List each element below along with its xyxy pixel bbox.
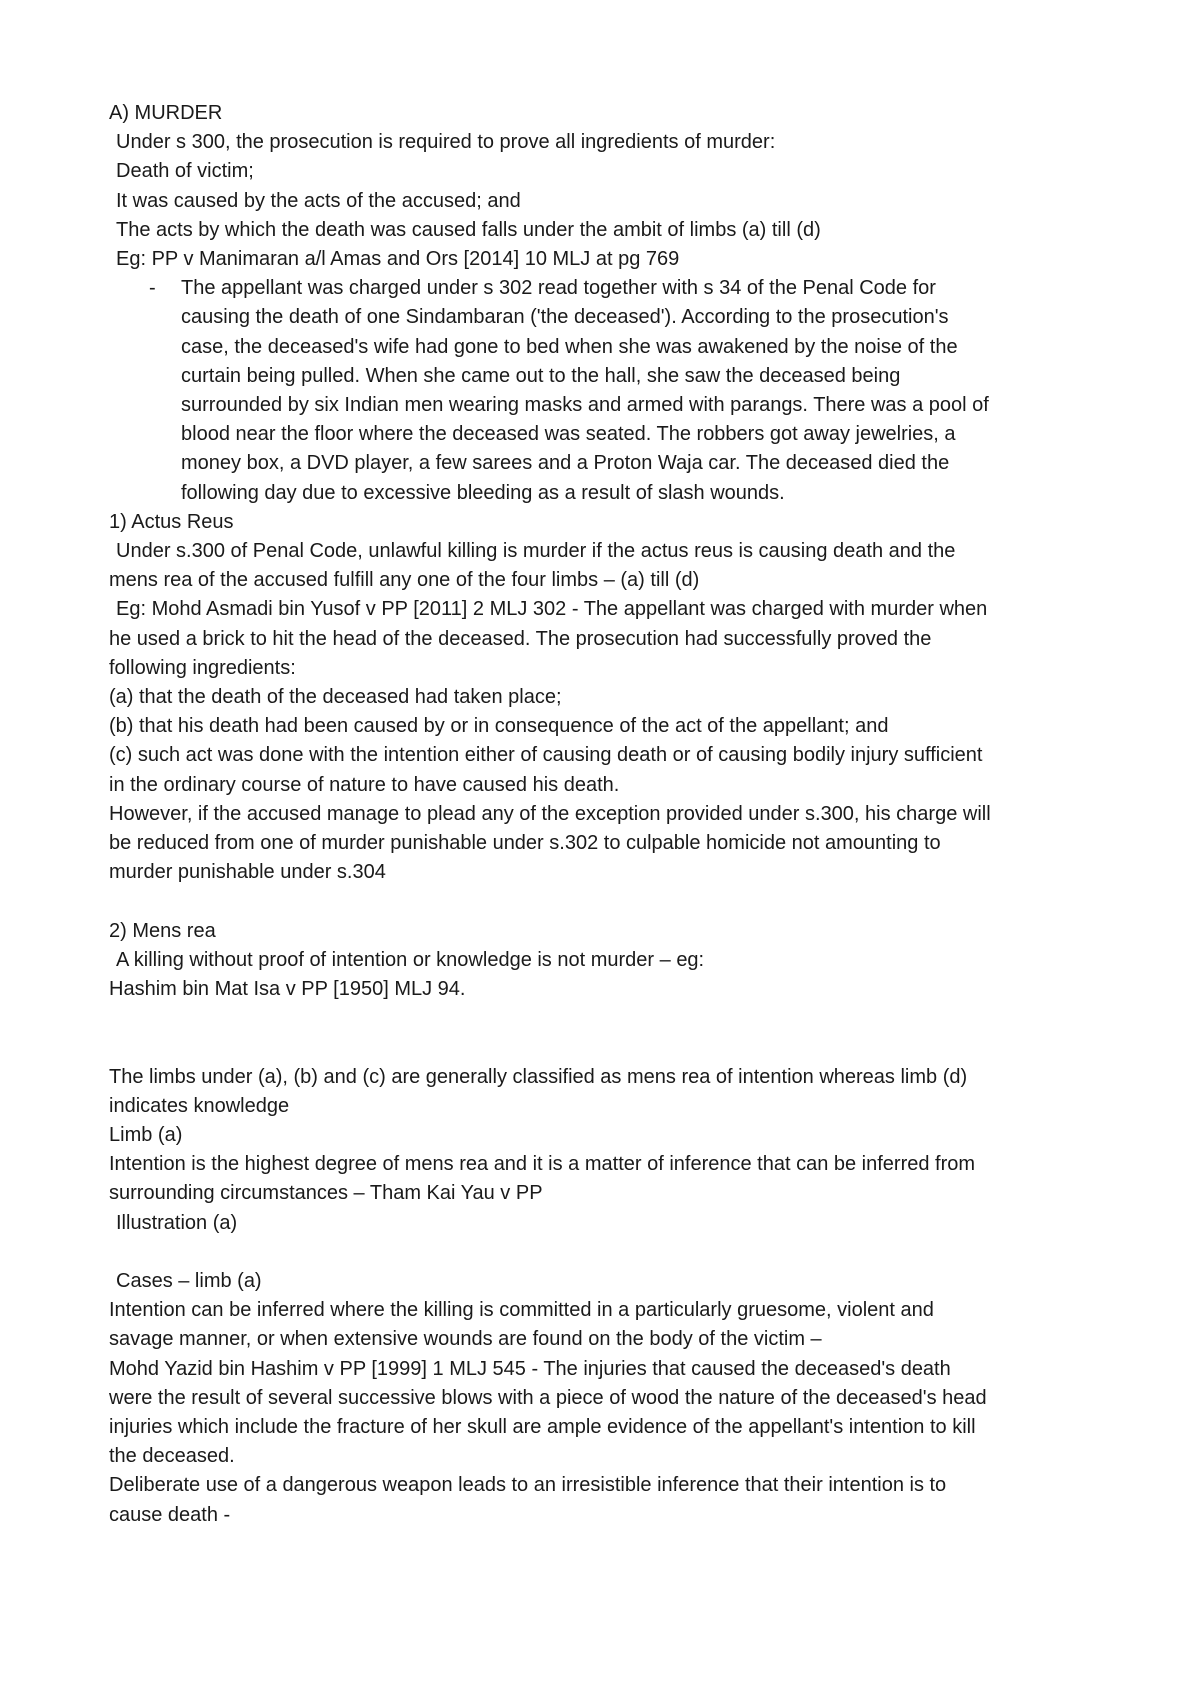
body-line-7: (a) that the death of the deceased had taken place; xyxy=(109,686,562,709)
case-summary-bullet xyxy=(109,274,1109,508)
bullet-text xyxy=(181,274,1109,508)
intro-line-1: A) MURDER xyxy=(109,102,223,124)
bullet-line-7: money box, a DVD player, a few sarees and a Proton Waja car. The deceased died the xyxy=(181,452,950,475)
bullet-line-2: causing the death of one Sindambaran ('the deceased'). According to the prosecution's xyxy=(181,306,949,329)
body-line-28: Intention can be inferred where the killing is committed in a particularly gruesome, violent and xyxy=(109,1299,934,1322)
main-section xyxy=(109,508,1109,1530)
intro-line-5: The acts by which the death was caused falls under the ambit of limbs (a) till (d) xyxy=(116,218,821,241)
body-line-14 xyxy=(109,887,1109,916)
body-line-5: he used a brick to hit the head of the deceased. The prosecution had successfully proved the xyxy=(109,627,932,650)
intro-line-6: Eg: PP v Manimaran a/l Amas and Ors [2014] 10 MLJ at pg 769 xyxy=(116,248,680,271)
body-line-2: Under s.300 of Penal Code, unlawful killing is murder if the actus reus is causing death and the xyxy=(116,540,956,563)
bullet-line-1: The appellant was charged under s 302 read together with s 34 of the Penal Code for xyxy=(181,277,936,300)
body-line-24: surrounding circumstances – Tham Kai Yau v PP xyxy=(109,1182,543,1205)
body-line-4: Eg: Mohd Asmadi bin Yusof v PP [2011] 2 MLJ 302 - The appellant was charged with murder when xyxy=(116,598,988,621)
body-line-1: 1) Actus Reus xyxy=(109,510,234,533)
body-line-31: were the result of several successive blows with a piece of wood the nature of the deceased's head xyxy=(109,1386,987,1409)
body-line-26 xyxy=(109,1238,1109,1267)
body-line-35: cause death - xyxy=(109,1503,231,1526)
body-line-16: A killing without proof of intention or knowledge is not murder – eg: xyxy=(116,948,705,971)
bullet-line-5: surrounded by six Indian men wearing masks and armed with parangs. There was a pool of xyxy=(181,394,989,417)
body-line-6: following ingredients: xyxy=(109,656,296,679)
document-body xyxy=(109,99,1109,1530)
body-line-30: Mohd Yazid bin Hashim v PP [1999] 1 MLJ 545 - The injuries that caused the deceased's death xyxy=(109,1357,951,1380)
body-line-23: Intention is the highest degree of mens rea and it is a matter of inference that can be inferred from xyxy=(109,1153,976,1176)
body-line-15: 2) Mens rea xyxy=(109,919,216,942)
body-line-29: savage manner, or when extensive wounds are found on the body of the victim – xyxy=(109,1328,822,1351)
body-line-18 xyxy=(109,1004,1109,1033)
body-line-3: mens rea of the accused fulfill any one of the four limbs – (a) till (d) xyxy=(109,569,700,592)
body-line-17: Hashim bin Mat Isa v PP [1950] MLJ 94. xyxy=(109,978,466,1001)
body-line-25: Illustration (a) xyxy=(116,1211,238,1234)
bullet-marker: - xyxy=(149,277,156,300)
body-line-32: injuries which include the fracture of her skull are ample evidence of the appellant's intention to kill xyxy=(109,1416,976,1439)
intro-line-3: Death of victim; xyxy=(116,160,254,183)
body-line-27: Cases – limb (a) xyxy=(116,1270,262,1293)
body-line-33: the deceased. xyxy=(109,1445,235,1468)
body-line-19 xyxy=(109,1033,1109,1062)
body-line-20: The limbs under (a), (b) and (c) are generally classified as mens rea of intention whereas limb (d) xyxy=(109,1065,968,1088)
intro-line-2: Under s 300, the prosecution is required to prove all ingredients of murder: xyxy=(116,131,776,154)
body-line-21: indicates knowledge xyxy=(109,1094,290,1117)
body-line-12: be reduced from one of murder punishable under s.302 to culpable homicide not amounting to xyxy=(109,832,941,855)
body-line-13: murder punishable under s.304 xyxy=(109,861,386,884)
body-line-11: However, if the accused manage to plead any of the exception provided under s.300, his charge will xyxy=(109,802,991,825)
intro-section xyxy=(109,99,1109,274)
intro-line-4: It was caused by the acts of the accused; and xyxy=(116,189,521,212)
bullet-line-4: curtain being pulled. When she came out to the hall, she saw the deceased being xyxy=(181,364,901,387)
bullet-line-6: blood near the floor where the deceased was seated. The robbers got away jewelries, a xyxy=(181,423,956,446)
body-line-8: (b) that his death had been caused by or in consequence of the act of the appellant; and xyxy=(109,715,889,738)
bullet-line-8: following day due to excessive bleeding as a result of slash wounds. xyxy=(181,481,785,504)
body-line-10: in the ordinary course of nature to have caused his death. xyxy=(109,773,620,796)
body-line-9: (c) such act was done with the intention either of causing death or of causing bodily injury sufficient xyxy=(109,744,983,767)
body-line-22: Limb (a) xyxy=(109,1124,183,1147)
body-line-34: Deliberate use of a dangerous weapon leads to an irresistible inference that their intention is to xyxy=(109,1474,947,1497)
bullet-line-3: case, the deceased's wife had gone to bed when she was awakened by the noise of the xyxy=(181,335,958,358)
